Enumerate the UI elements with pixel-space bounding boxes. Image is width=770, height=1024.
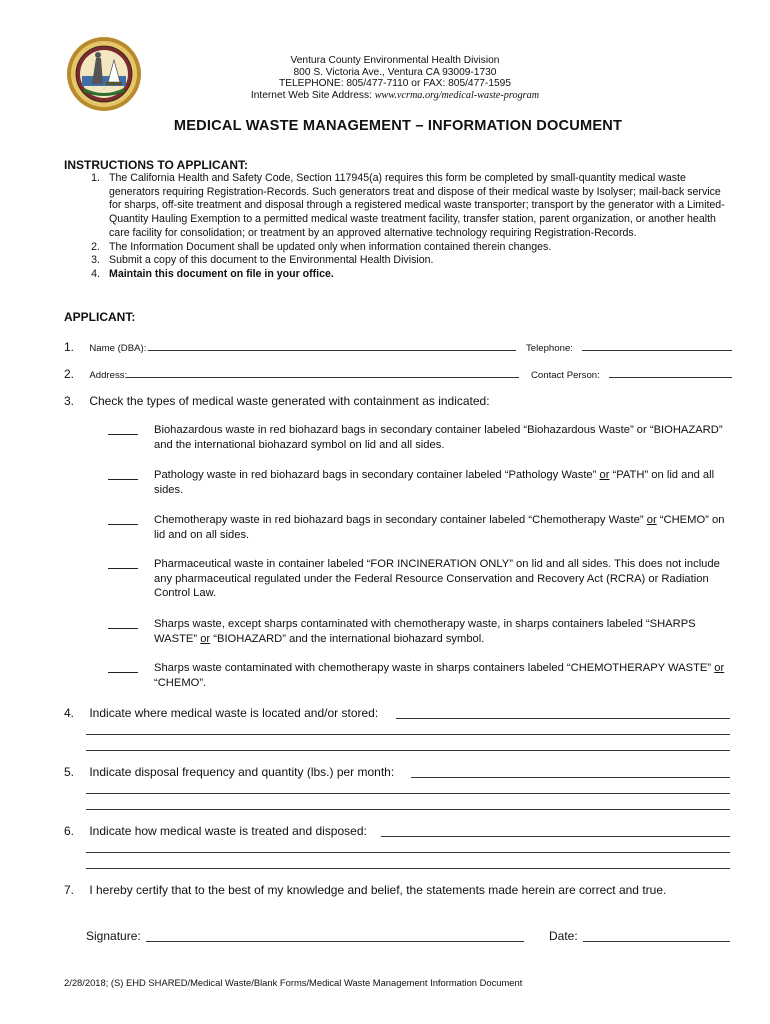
q5-field-line[interactable] bbox=[411, 777, 730, 778]
option-checkbox[interactable] bbox=[108, 425, 138, 435]
option-or: or bbox=[646, 514, 657, 526]
county-seal-icon bbox=[66, 36, 142, 112]
telephone-field[interactable] bbox=[582, 350, 732, 351]
q5-prompt bbox=[64, 765, 394, 780]
address-field[interactable] bbox=[126, 377, 519, 378]
option-text-b: “CHEMO” on lid and on all sides. bbox=[154, 514, 725, 541]
option-text: Biohazardous waste in red biohazard bags in secondary container labeled “Biohazardous Waste” or “BIOHAZARD” and the international biohazard symbol on lid and all sides. bbox=[154, 424, 723, 451]
option-text-b: “PATH” on lid and all sides. bbox=[154, 469, 715, 496]
agency-header bbox=[160, 55, 630, 101]
q1-number: 1. bbox=[64, 340, 75, 354]
telephone-label: Telephone: bbox=[526, 343, 573, 354]
waste-option bbox=[108, 661, 730, 690]
applicant-heading: APPLICANT: bbox=[64, 310, 136, 324]
contact-label: Contact Person: bbox=[531, 370, 600, 381]
instruction-number: 1. bbox=[91, 172, 100, 184]
instruction-number: 4. bbox=[91, 267, 100, 280]
q7-text: I hereby certify that to the best of my knowledge and belief, the statements made herein are correct and true. bbox=[89, 883, 667, 897]
option-text-b: “CHEMO”. bbox=[154, 676, 207, 689]
date-label: Date: bbox=[549, 929, 578, 943]
option-text-a: Sharps waste contaminated with chemotherapy waste in sharps containers labeled “CHEMOTHERAPY WASTE” bbox=[154, 662, 715, 674]
name-label: Name (DBA): bbox=[89, 343, 147, 354]
option-or: or bbox=[714, 662, 725, 674]
address-row bbox=[64, 367, 127, 381]
instructions-list bbox=[64, 172, 728, 282]
instruction-text: The Information Document shall be updated only when information contained therein changes. bbox=[109, 240, 552, 253]
option-checkbox[interactable] bbox=[108, 663, 138, 673]
instruction-text: Maintain this document on file in your office. bbox=[109, 267, 334, 280]
instruction-item bbox=[64, 268, 728, 282]
option-text bbox=[154, 513, 730, 542]
agency-name: Ventura County Environmental Health Division bbox=[290, 55, 500, 66]
q2-number: 2. bbox=[64, 367, 75, 381]
instruction-item bbox=[64, 254, 728, 268]
q4-text: Indicate where medical waste is located and/or stored: bbox=[89, 706, 379, 720]
q6-field-line[interactable] bbox=[381, 836, 730, 837]
option-or: or bbox=[599, 469, 610, 481]
option-checkbox[interactable] bbox=[108, 559, 138, 569]
q3-text: Check the types of medical waste generated with containment as indicated: bbox=[89, 394, 490, 408]
document-title: MEDICAL WASTE MANAGEMENT – INFORMATION DOCUMENT bbox=[173, 118, 623, 134]
name-row bbox=[64, 340, 146, 354]
option-checkbox[interactable] bbox=[108, 515, 138, 525]
option-or: or bbox=[200, 632, 211, 645]
instruction-text: Submit a copy of this document to the Environmental Health Division. bbox=[109, 254, 434, 267]
signature-label: Signature: bbox=[86, 929, 141, 943]
agency-address: 800 S. Victoria Ave., Ventura CA 93009-1730 bbox=[293, 66, 497, 78]
option-text bbox=[154, 661, 730, 690]
instruction-number: 2. bbox=[91, 240, 100, 253]
option-checkbox[interactable] bbox=[108, 470, 138, 480]
website-url[interactable]: www.vcrma.org/medical-waste-program bbox=[374, 89, 540, 101]
q6-text: Indicate how medical waste is treated and disposed: bbox=[89, 824, 367, 838]
q7-number: 7. bbox=[64, 883, 75, 897]
option-text-b: “BIOHAZARD” and the international biohazard symbol. bbox=[210, 632, 485, 645]
q6-number: 6. bbox=[64, 824, 75, 838]
instruction-item bbox=[64, 241, 728, 255]
q5-field-line[interactable] bbox=[86, 809, 730, 810]
instruction-number: 3. bbox=[91, 254, 100, 267]
document-footer: 2/28/2018; (S) EHD SHARED/Medical Waste/Blank Forms/Medical Waste Management Information Document bbox=[64, 977, 523, 988]
q3-number: 3. bbox=[64, 394, 75, 408]
date-field[interactable] bbox=[583, 941, 730, 942]
q6-field-line[interactable] bbox=[86, 852, 730, 853]
website-label: Internet Web Site Address: bbox=[250, 89, 372, 101]
q4-field-line[interactable] bbox=[86, 750, 730, 751]
agency-website bbox=[160, 90, 630, 102]
q4-field-line[interactable] bbox=[396, 718, 730, 719]
waste-option bbox=[108, 423, 730, 452]
option-text-a: Sharps waste, except sharps contaminated with chemotherapy waste, in sharps containers labeled “SHARPS WASTE” bbox=[154, 618, 696, 645]
q5-field-line[interactable] bbox=[86, 793, 730, 794]
signature-field[interactable] bbox=[146, 941, 524, 942]
option-checkbox[interactable] bbox=[108, 619, 138, 629]
option-text-a: Pathology waste in red biohazard bags in secondary container labeled “Pathology Waste” bbox=[154, 469, 600, 481]
q5-number: 5. bbox=[64, 765, 75, 779]
instruction-text: The California Health and Safety Code, Section 117945(a) requires this form be completed by small-quantity medical waste generators requiring Registration-Records. Such generators treat and dispose of their medical waste by Isolyser; mail-back service for sharps, off-site treatment and disposal through a registered medical waste transporter; transport by the generator with a Limited-Quantity Hauling Exemption to a permitted medical waste treatment facility, transfer station, parent organization, or another health care facility for consolidation; or treatment by an approved alternative technology requiring Registration-Records. bbox=[109, 172, 725, 239]
q3-prompt bbox=[64, 394, 490, 409]
instructions-heading: INSTRUCTIONS TO APPLICANT: bbox=[64, 158, 249, 172]
contact-field[interactable] bbox=[609, 377, 732, 378]
waste-option bbox=[108, 617, 730, 646]
waste-option bbox=[108, 468, 730, 497]
address-label: Address: bbox=[89, 370, 128, 381]
option-text bbox=[154, 468, 730, 497]
q4-number: 4. bbox=[64, 706, 75, 720]
waste-option bbox=[108, 557, 730, 601]
agency-phone-fax: TELEPHONE: 805/477-7110 or FAX: 805/477-1595 bbox=[278, 78, 511, 90]
q6-field-line[interactable] bbox=[86, 868, 730, 869]
option-text-a: Chemotherapy waste in red biohazard bags in secondary container labeled “Chemotherapy Waste” bbox=[154, 514, 647, 526]
q5-text: Indicate disposal frequency and quantity (lbs.) per month: bbox=[89, 765, 395, 779]
instruction-item bbox=[64, 172, 728, 241]
name-field[interactable] bbox=[148, 350, 516, 351]
q7-certification bbox=[64, 883, 666, 898]
q6-prompt bbox=[64, 824, 367, 839]
option-text: Pharmaceutical waste in container labeled “FOR INCINERATION ONLY” on lid and all sides. This does not include any pharmaceutical regulated under the Federal Resource Conservation and Recovery Act (RCRA) or Radiation Control Law. bbox=[154, 558, 720, 600]
q4-field-line[interactable] bbox=[86, 734, 730, 735]
option-text bbox=[154, 617, 730, 646]
waste-option bbox=[108, 513, 730, 542]
q4-prompt bbox=[64, 706, 378, 721]
